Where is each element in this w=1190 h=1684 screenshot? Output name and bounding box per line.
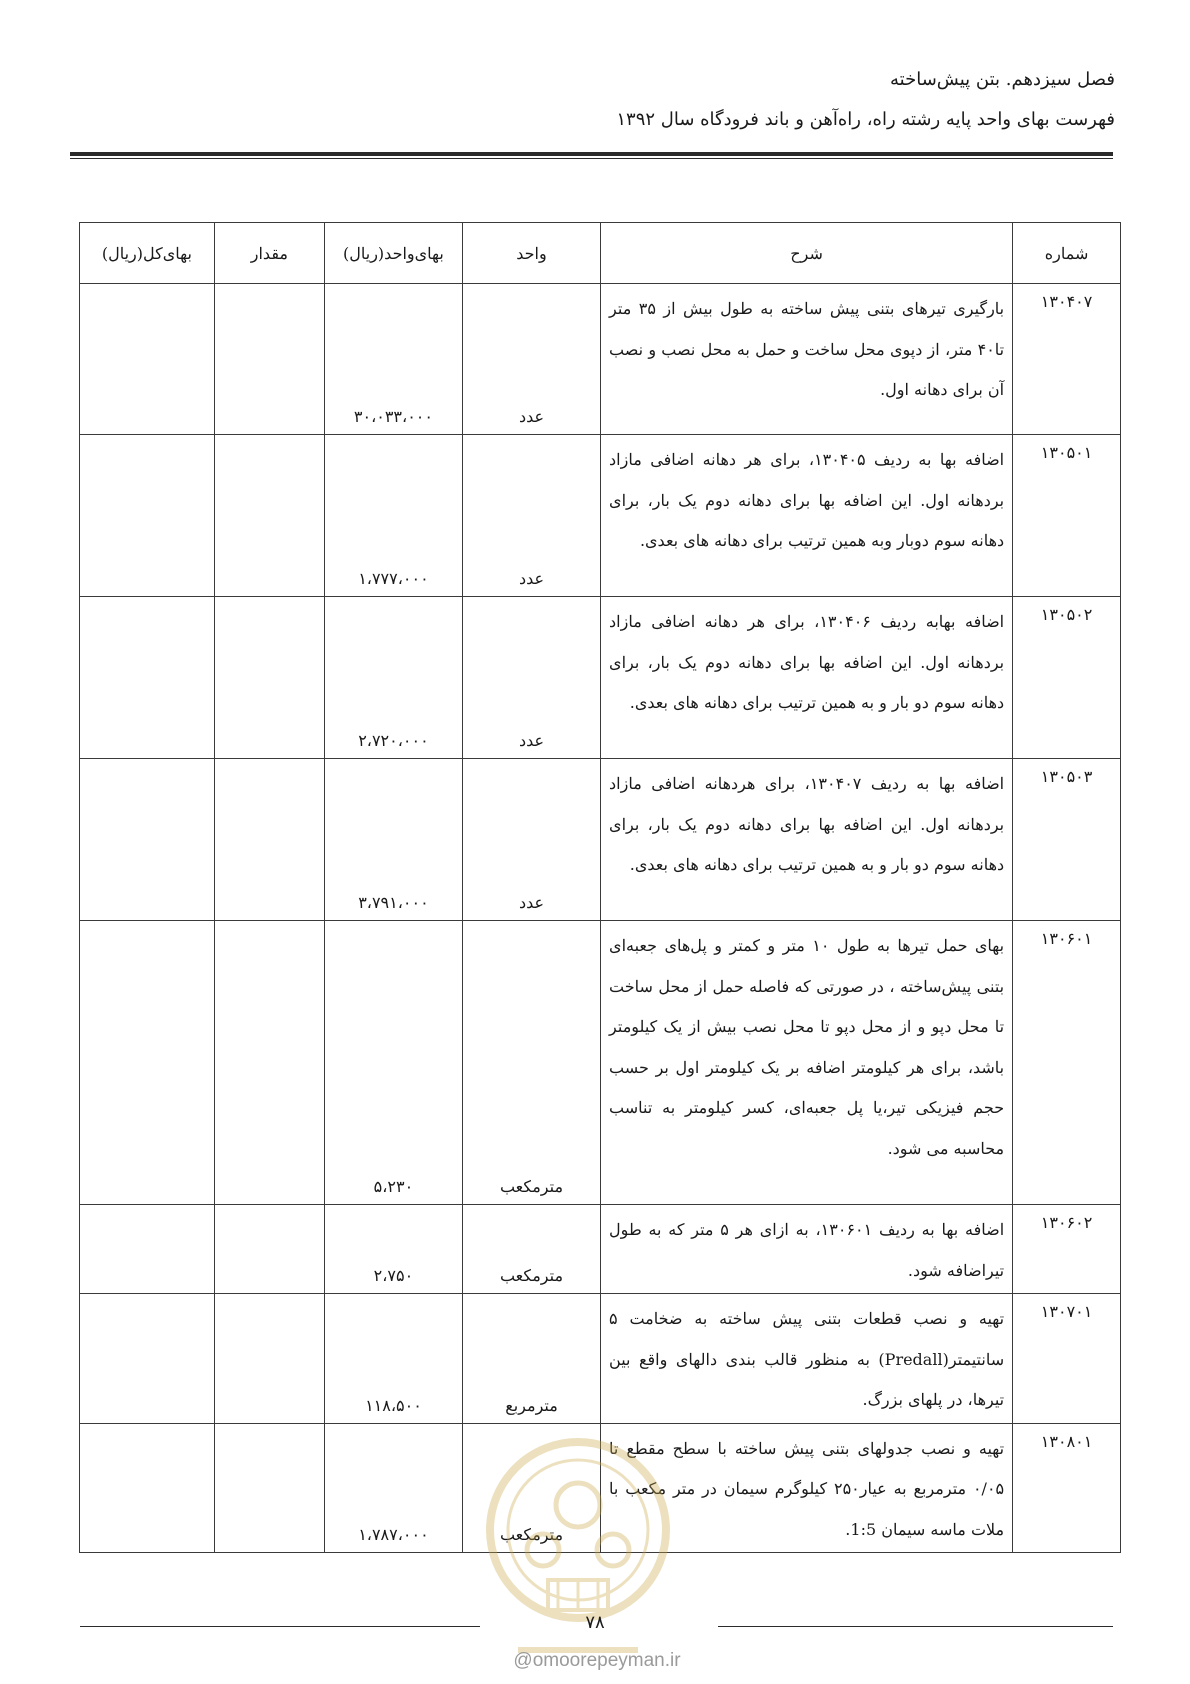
page-number: ۷۸ xyxy=(585,1612,605,1633)
row-quantity xyxy=(214,759,324,921)
column-header-total-price: بهای‌کل(ریال) xyxy=(80,223,215,284)
row-unit-price: ۳۰،۰۳۳،۰۰۰ xyxy=(324,284,462,435)
row-code: ۱۳۰۵۰۱ xyxy=(1013,435,1121,597)
table-header-row xyxy=(80,223,1121,284)
row-quantity xyxy=(214,435,324,597)
row-quantity xyxy=(214,921,324,1205)
row-unit: عدد xyxy=(462,759,600,921)
row-description: اضافه بها به ردیف ۱۳۰۴۰۷، برای هردهانه اضافی مازاد بردهانه اول. این اضافه بها برای دهانه دوم یک بار، برای دهانه سوم دو بار و به همین ترتیب برای دهانه های بعدی. xyxy=(601,759,1013,921)
row-unit: عدد xyxy=(462,284,600,435)
row-code: ۱۳۰۸۰۱ xyxy=(1013,1423,1121,1553)
document-title: فهرست بهای واحد پایه رشته راه، راه‌آهن و باند فرودگاه سال ۱۳۹۲ xyxy=(616,109,1115,130)
row-unit-price: ۵،۲۳۰ xyxy=(324,921,462,1205)
row-code: ۱۳۰۶۰۱ xyxy=(1013,921,1121,1205)
row-unit: مترمکعب xyxy=(462,1205,600,1294)
row-unit: عدد xyxy=(462,435,600,597)
table-row xyxy=(80,921,1121,1205)
row-code: ۱۳۰۵۰۲ xyxy=(1013,597,1121,759)
row-code: ۱۳۰۷۰۱ xyxy=(1013,1294,1121,1424)
footer-rule-left xyxy=(80,1626,480,1627)
row-unit: مترمکعب xyxy=(462,921,600,1205)
table-row xyxy=(80,284,1121,435)
row-unit-price: ۲،۷۵۰ xyxy=(324,1205,462,1294)
row-total-price xyxy=(80,284,215,435)
table-row xyxy=(80,597,1121,759)
row-code: ۱۳۰۶۰۲ xyxy=(1013,1205,1121,1294)
watermark-text: @omoorepeyman.ir xyxy=(513,1650,681,1671)
table-row xyxy=(80,435,1121,597)
column-header-unit: واحد xyxy=(462,223,600,284)
row-code: ۱۳۰۵۰۳ xyxy=(1013,759,1121,921)
row-quantity xyxy=(214,1205,324,1294)
row-unit-price: ۱۱۸،۵۰۰ xyxy=(324,1294,462,1424)
row-unit-price: ۱،۷۷۷،۰۰۰ xyxy=(324,435,462,597)
table-row xyxy=(80,1294,1121,1424)
row-total-price xyxy=(80,435,215,597)
row-total-price xyxy=(80,1294,215,1424)
row-unit: مترمکعب xyxy=(462,1423,600,1553)
table-row xyxy=(80,759,1121,921)
column-header-description: شرح xyxy=(601,223,1013,284)
column-header-code: شماره xyxy=(1013,223,1121,284)
row-quantity xyxy=(214,284,324,435)
row-description: بارگیری تیرهای بتنی پیش ساخته به طول بیش از ۳۵ متر تا۴۰ متر، از دپوی محل ساخت و حمل به محل نصب و نصب آن برای دهانه اول. xyxy=(601,284,1013,435)
row-quantity xyxy=(214,597,324,759)
row-description: تهیه و نصب قطعات بتنی پیش ساخته به ضخامت ۵ سانتیمتر(Predall) به منظور قالب بندی دالهای واقع بین تیرها، در پلهای بزرگ. xyxy=(601,1294,1013,1424)
column-header-unit-price: بهای‌واحد(ریال) xyxy=(324,223,462,284)
footer-rule-right xyxy=(718,1626,1113,1627)
row-description: اضافه بهابه ردیف ۱۳۰۴۰۶، برای هر دهانه اضافی مازاد بردهانه اول. این اضافه بها برای دهانه دوم یک بار، برای دهانه سوم دو بار و به همین ترتیب برای دهانه های بعدی. xyxy=(601,597,1013,759)
row-total-price xyxy=(80,597,215,759)
row-description: اضافه بها به ردیف ۱۳۰۶۰۱، به ازای هر ۵ متر که به طول تیراضافه شود. xyxy=(601,1205,1013,1294)
chapter-title: فصل سیزدهم. بتن پیش‌ساخته xyxy=(890,69,1115,90)
row-total-price xyxy=(80,921,215,1205)
row-code: ۱۳۰۴۰۷ xyxy=(1013,284,1121,435)
price-list-table xyxy=(79,222,1121,1553)
row-total-price xyxy=(80,1205,215,1294)
row-total-price xyxy=(80,1423,215,1553)
header-divider-thick xyxy=(70,152,1113,156)
row-quantity xyxy=(214,1423,324,1553)
header-divider-thin xyxy=(70,158,1113,159)
row-description: اضافه بها به ردیف ۱۳۰۴۰۵، برای هر دهانه اضافی مازاد بردهانه اول. این اضافه بها برای دهانه دوم یک بار، برای دهانه سوم دوبار وبه همین ترتیب برای دهانه های بعدی. xyxy=(601,435,1013,597)
page-header xyxy=(75,60,1115,140)
table-row xyxy=(80,1205,1121,1294)
row-unit: مترمربع xyxy=(462,1294,600,1424)
row-unit-price: ۲،۷۲۰،۰۰۰ xyxy=(324,597,462,759)
row-unit-price: ۱،۷۸۷،۰۰۰ xyxy=(324,1423,462,1553)
column-header-quantity: مقدار xyxy=(214,223,324,284)
row-unit-price: ۳،۷۹۱،۰۰۰ xyxy=(324,759,462,921)
row-unit: عدد xyxy=(462,597,600,759)
row-description: تهیه و نصب جدولهای بتنی پیش ساخته با سطح مقطع تا ۰/۰۵ مترمربع به عیار۲۵۰ کیلوگرم سیمان در متر مکعب با ملات ماسه سیمان 1:5. xyxy=(601,1423,1013,1553)
row-quantity xyxy=(214,1294,324,1424)
row-total-price xyxy=(80,759,215,921)
row-description: بهای حمل تیرها به طول ۱۰ متر و کمتر و پل‌های جعبه‌ای بتنی پیش‌ساخته ، در صورتی که فاصله حمل از محل ساخت تا محل دپو و از محل دپو تا محل نصب بیش از یک کیلومتر باشد، برای هر کیلومتر اضافه بر یک کیلومتر اول بر حسب حجم فیزیکی تیر،یا پل جعبه‌ای، کسر کیلومتر به تناسب محاسبه می شود. xyxy=(601,921,1013,1205)
